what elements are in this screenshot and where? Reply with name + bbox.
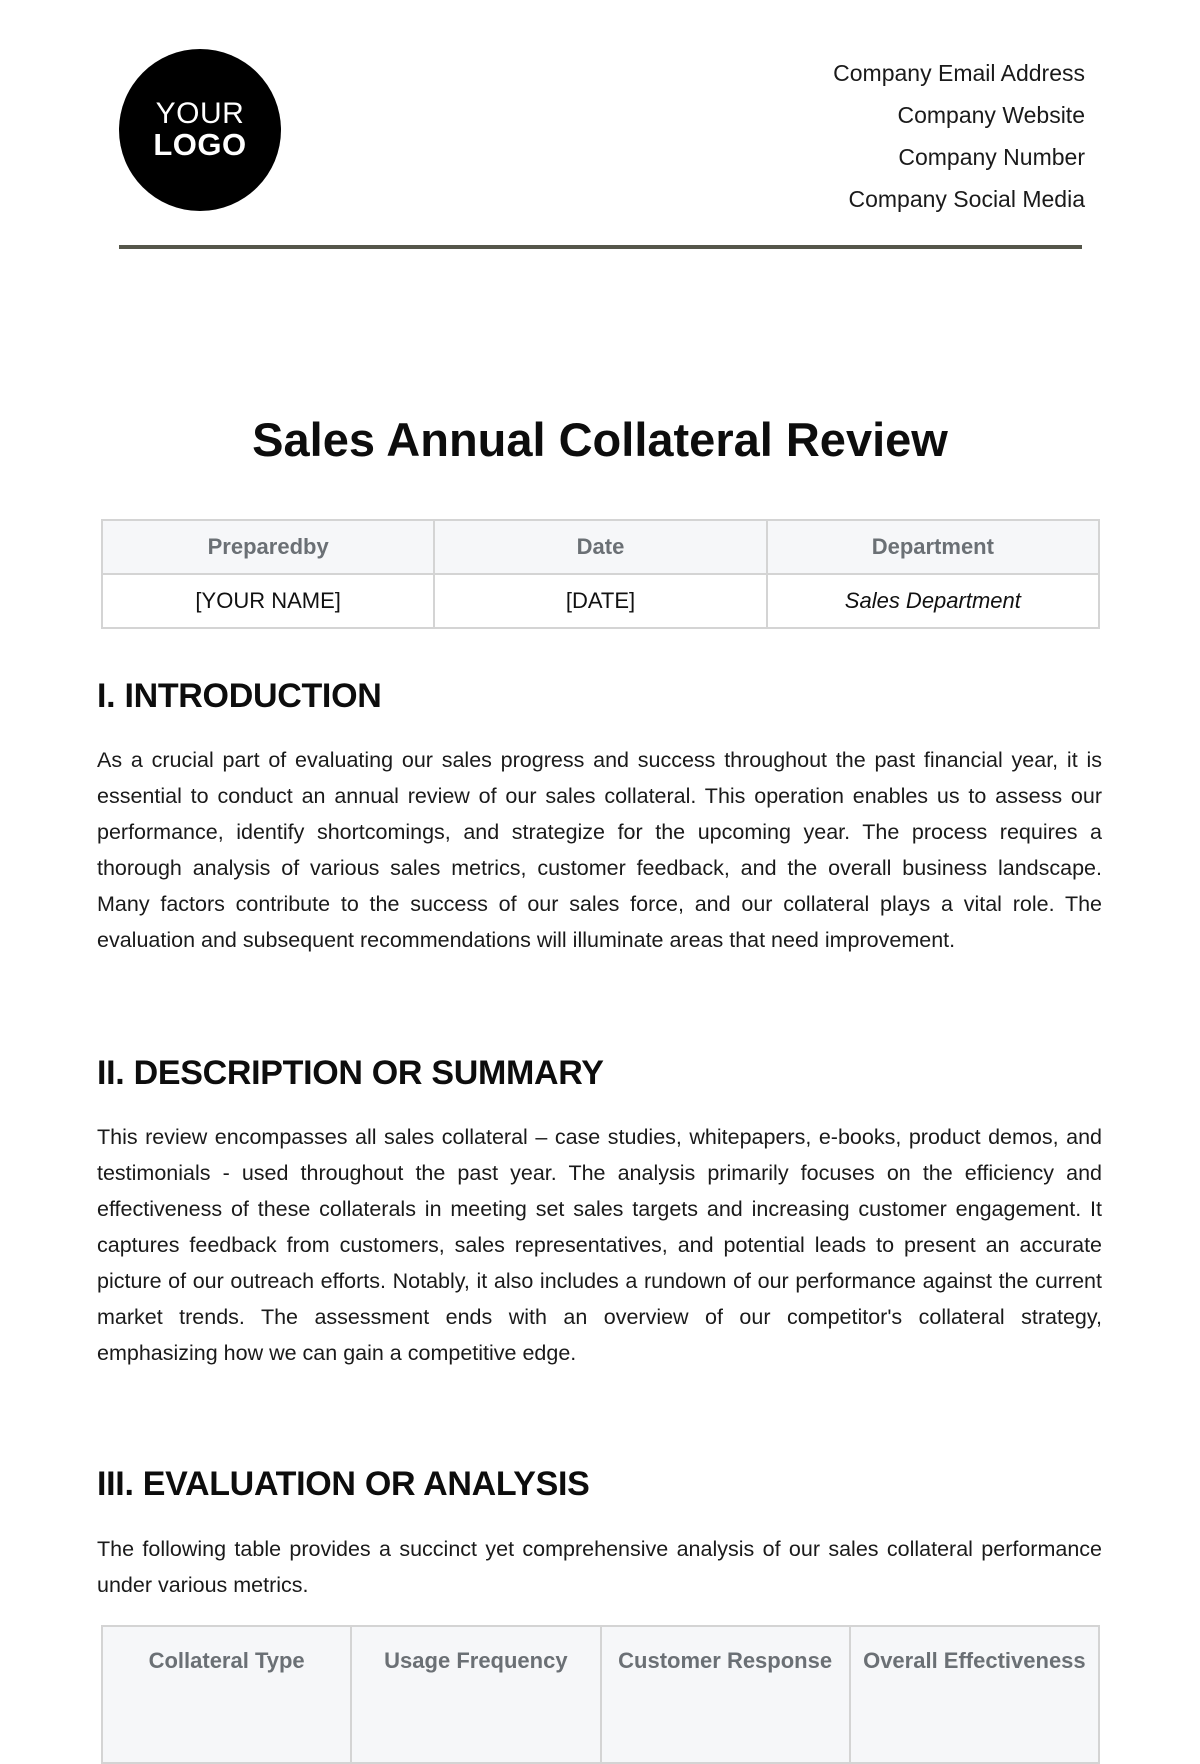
meta-value-row [102,574,1099,628]
meta-value-prepared-by: [YOUR NAME] [102,574,434,628]
company-social-media: Company Social Media [848,186,1085,212]
meta-value-date: [DATE] [434,574,766,628]
header-divider [119,245,1082,249]
analysis-header-row [102,1626,1099,1763]
company-logo [119,49,281,211]
company-website: Company Website [897,102,1085,128]
section-heading-evaluation: III. EVALUATION OR ANALYSIS [97,1465,590,1503]
company-email: Company Email Address [833,60,1085,86]
section-heading-introduction: I. INTRODUCTION [97,677,382,715]
meta-header-row [102,520,1099,574]
document-title: Sales Annual Collateral Review [252,413,948,466]
meta-header-department: Department [767,520,1099,574]
analysis-header-customer-response: Customer Response [601,1626,850,1763]
company-contact-block [833,52,1085,220]
meta-value-department: Sales Department [767,574,1099,628]
meta-header-date: Date [434,520,766,574]
logo-line-1: YOUR [155,96,245,130]
company-number: Company Number [898,144,1085,170]
analysis-header-usage-frequency: Usage Frequency [351,1626,600,1763]
section-text-introduction: As a crucial part of evaluating our sales progress and success throughout the past financial year, it is essential to conduct an annual review of our sales collateral. This operation enables us to assess our performance, identify shortcomings, and strategize for the upcoming year. The process requires a thorough analysis of various sales metrics, customer feedback, and the overall business landscape. Many factors contribute to the success of our sales force, and our collateral plays a vital role. The evaluation and subsequent recommendations will illuminate areas that need improvement. [97,748,1102,952]
meta-header-prepared-by: Preparedby [102,520,434,574]
analysis-header-collateral-type: Collateral Type [102,1626,351,1763]
section-text-evaluation: The following table provides a succinct yet comprehensive analysis of our sales collateral performance under various metrics. [97,1537,1102,1597]
section-text-description: This review encompasses all sales collateral – case studies, whitepapers, e-books, product demos, and testimonials - used throughout the past year. The analysis primarily focuses on the efficiency and effectiveness of these collaterals in meeting set sales targets and increasing customer engagement. It captures feedback from customers, sales representatives, and potential leads to present an accurate picture of our outreach efforts. Notably, it also includes a rundown of our performance against the current market trends. The assessment ends with an overview of our competitor's collateral strategy, emphasizing how we can gain a competitive edge. [97,1125,1102,1365]
section-heading-description: II. DESCRIPTION OR SUMMARY [97,1054,604,1092]
document-meta-table [101,519,1100,629]
collateral-analysis-table [101,1625,1100,1764]
logo-line-2: LOGO [153,127,247,163]
analysis-header-overall-effectiveness: Overall Effectiveness [850,1626,1099,1763]
